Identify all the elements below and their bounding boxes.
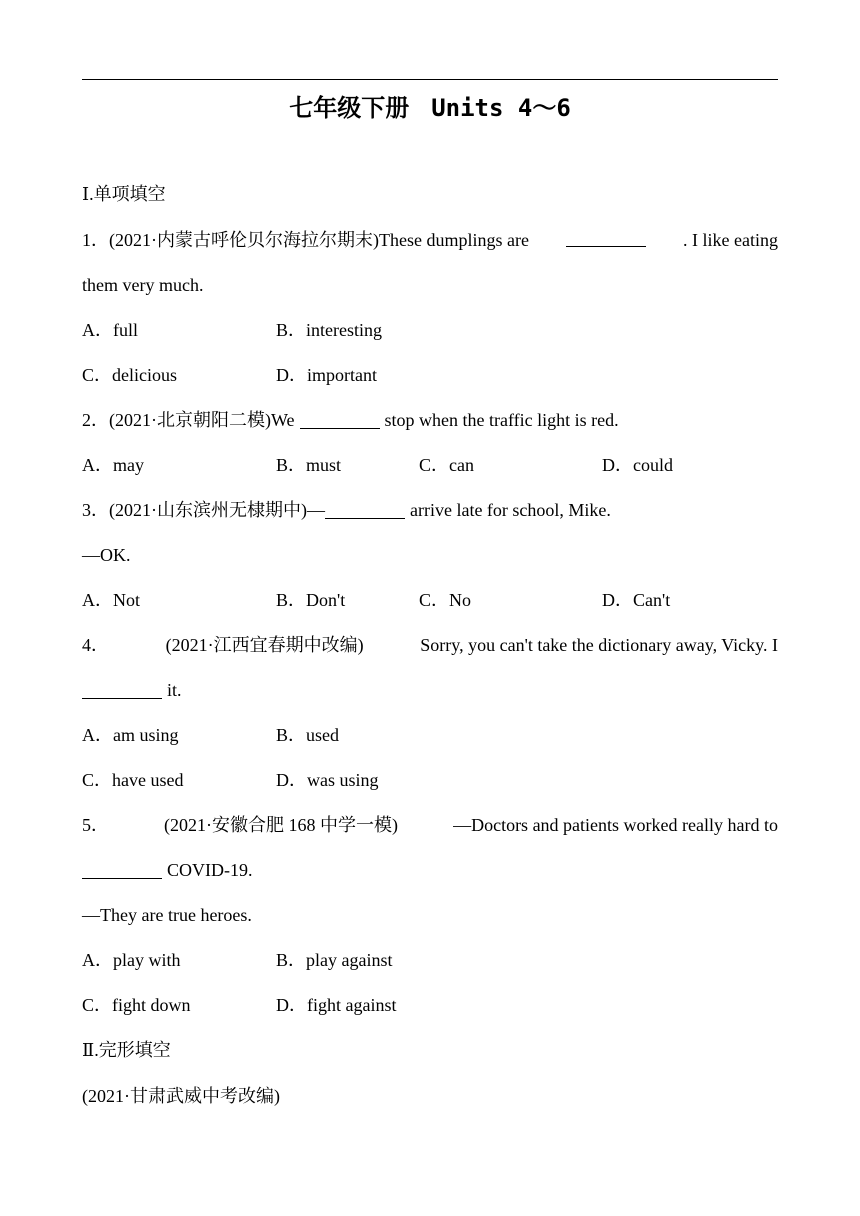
q2-stem [82, 408, 619, 432]
q5-source: (2021·安徽合肥 168 中学一模) [164, 815, 399, 835]
q4-option-d: D．was using [276, 770, 379, 790]
q3-blank [325, 500, 405, 519]
q5-reply: —They are true heroes. [82, 905, 252, 925]
q3-reply: —OK. [82, 545, 131, 565]
q1-text-after: . I like eating [683, 230, 778, 250]
q4-line2 [82, 678, 182, 702]
title-main: 七年级下册 [289, 94, 410, 122]
q5-text: —Doctors and patients worked really hard to [453, 815, 778, 835]
q3-text-before: — [306, 500, 325, 520]
q4-option-c: C．have used [82, 770, 184, 790]
q5-blank [82, 860, 162, 879]
q5-option-c: C．fight down [82, 995, 191, 1015]
q2-blank [300, 410, 380, 429]
q2-source: (2021·北京朝阳二模) [109, 410, 271, 430]
q1-blank [566, 228, 646, 247]
q1-text-before: These dumplings are [378, 230, 529, 250]
q3-source: (2021·山东滨州无棣期中) [109, 500, 307, 520]
q5-option-a: A．play with [82, 950, 181, 970]
q2-text-after: stop when the traffic light is red. [384, 410, 619, 430]
q1-option-a: A．full [82, 320, 138, 340]
section2-heading: Ⅱ.完形填空 [82, 1040, 171, 1060]
q1-line2: them very much. [82, 275, 204, 295]
q1-num: 1． [82, 230, 109, 250]
q3-option-c: C．No [419, 590, 472, 610]
q5-line1 [82, 813, 778, 837]
q2-num: 2． [82, 410, 109, 430]
header-rule [82, 79, 778, 80]
q5-option-d: D．fight against [276, 995, 397, 1015]
section1-heading: Ⅰ.单项填空 [82, 184, 166, 204]
title-units: Units 4～6 [431, 94, 571, 122]
q1-option-b: B．interesting [276, 320, 382, 340]
section2-source: (2021·甘肃武威中考改编) [82, 1086, 280, 1106]
q1-source: (2021·内蒙古呼伦贝尔海拉尔期末) [109, 230, 379, 250]
q5-option-b: B．play against [276, 950, 393, 970]
q4-source: (2021·江西宜春期中改编) [165, 635, 364, 655]
q4-num: 4． [82, 635, 109, 655]
q4-line2-after: it. [167, 680, 182, 700]
q2-option-c: C．can [419, 455, 474, 475]
q3-option-b: B．Don't [276, 590, 346, 610]
q4-line1 [82, 633, 778, 657]
q3-option-a: A．Not [82, 590, 140, 610]
q1-option-c: C．delicious [82, 365, 177, 385]
q4-blank [82, 680, 162, 699]
q3-option-d: D．Can't [602, 590, 671, 610]
page-title [0, 88, 860, 123]
q5-line2-after: COVID-19. [167, 860, 253, 880]
q4-option-a: A．am using [82, 725, 179, 745]
q5-num: 5． [82, 815, 109, 835]
q3-num: 3． [82, 500, 109, 520]
q4-text: Sorry, you can't take the dictionary away, Vicky. I [420, 635, 778, 655]
q2-option-a: A．may [82, 455, 144, 475]
q3-stem [82, 498, 611, 522]
q2-option-b: B．must [276, 455, 342, 475]
q3-text-after: arrive late for school, Mike. [409, 500, 611, 520]
q5-line2 [82, 858, 253, 882]
q2-option-d: D．could [602, 455, 673, 475]
q4-option-b: B．used [276, 725, 339, 745]
q1-option-d: D．important [276, 365, 377, 385]
q1-line1 [82, 228, 778, 252]
q2-text-before: We [270, 410, 295, 430]
